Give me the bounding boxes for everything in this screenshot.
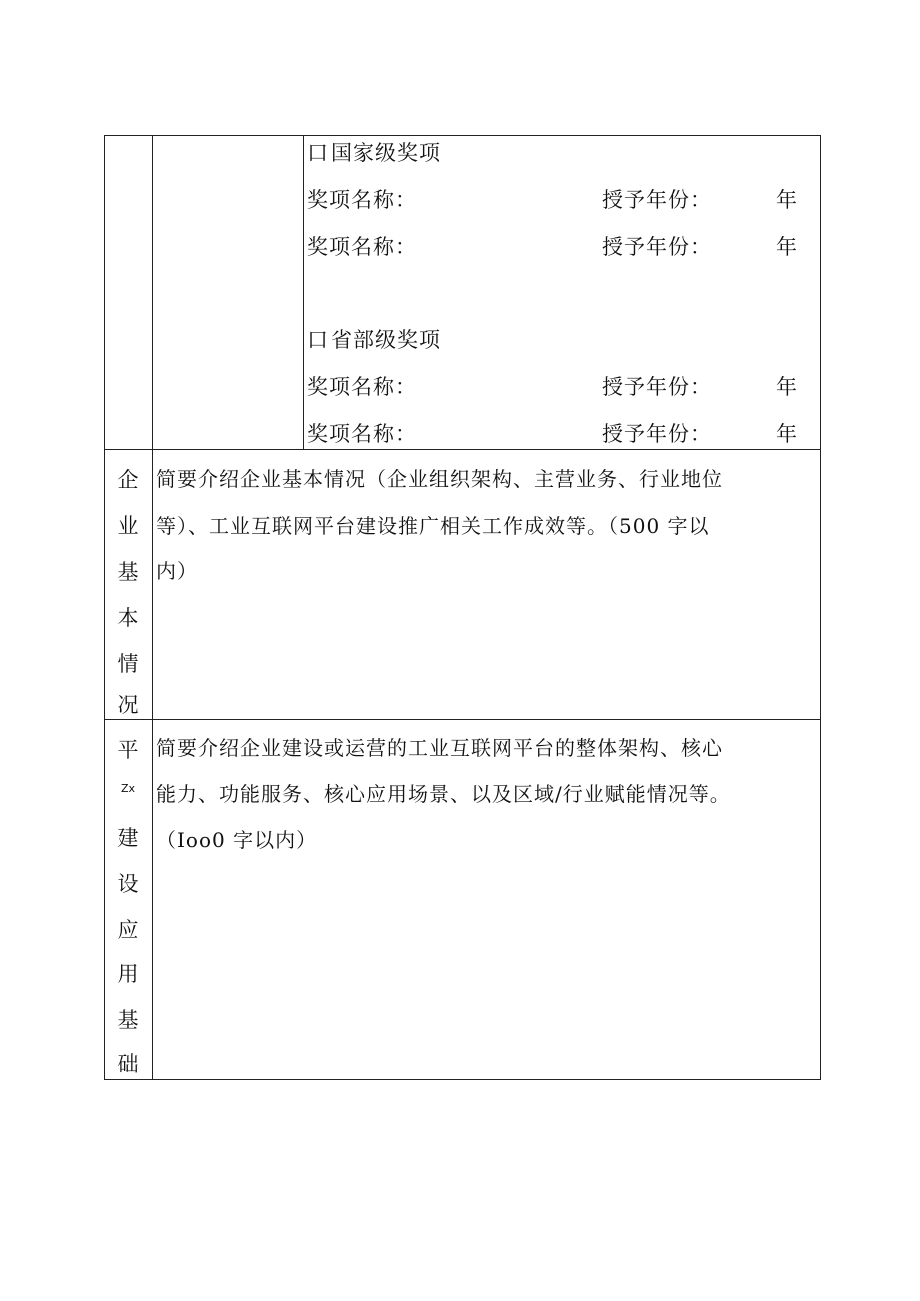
provincial-awards-checkbox[interactable]: 口 <box>307 328 329 352</box>
enterprise-label-char: 情 <box>117 652 139 676</box>
provincial-awards-title: 省部级奖项 <box>331 328 441 352</box>
enterprise-description-line: 等）、工业互联网平台建设推广相关工作成效等。（500 字以 <box>156 514 710 538</box>
platform-label-char: 设 <box>117 872 139 896</box>
enterprise-label-char: 企 <box>117 468 139 492</box>
table-top-border <box>104 135 820 136</box>
award-year-unit: 年 <box>776 188 798 212</box>
award-year-unit: 年 <box>776 375 798 399</box>
platform-description-line: 能力、功能服务、核心应用场景、以及区域/行业赋能情况等。 <box>156 782 731 806</box>
platform-description-line: （Ioo0 字以内） <box>156 828 318 852</box>
award-name-label: 奖项名称： <box>307 235 417 259</box>
label-column-divider <box>152 135 153 1080</box>
table-right-border <box>820 135 821 1080</box>
awards-column-divider <box>303 135 304 450</box>
award-year-label: 授予年份： <box>602 235 712 259</box>
award-year-unit: 年 <box>776 235 798 259</box>
enterprise-description-line: 简要介绍企业基本情况（企业组织架构、主营业务、行业地位 <box>156 467 723 491</box>
award-name-label: 奖项名称： <box>307 422 417 446</box>
national-awards-title: 国家级奖项 <box>331 141 441 165</box>
award-year-label: 授予年份： <box>602 188 712 212</box>
enterprise-description-line: 内） <box>156 559 198 583</box>
award-name-label: 奖项名称： <box>307 375 417 399</box>
award-year-label: 授予年份： <box>602 422 712 446</box>
platform-label-char: 基 <box>117 1008 139 1032</box>
enterprise-label-char: 本 <box>117 606 139 630</box>
platform-label-char: 平 <box>117 738 139 762</box>
national-awards-checkbox[interactable]: 口 <box>307 141 329 165</box>
platform-description-line: 简要介绍企业建设或运营的工业互联网平台的整体架构、核心 <box>156 736 723 760</box>
enterprise-label-char: 况 <box>117 693 139 717</box>
row-divider-enterprise <box>104 449 820 450</box>
platform-label-char: 础 <box>117 1052 139 1076</box>
award-year-label: 授予年份： <box>602 375 712 399</box>
row-divider-platform <box>104 719 820 720</box>
table-bottom-border <box>104 1079 820 1080</box>
enterprise-label-char: 业 <box>117 514 139 538</box>
enterprise-label-char: 基 <box>117 560 139 584</box>
award-name-label: 奖项名称： <box>307 188 417 212</box>
platform-label-char: 应 <box>117 918 139 942</box>
award-year-unit: 年 <box>776 422 798 446</box>
platform-label-char: 建 <box>117 826 139 850</box>
platform-label-char: 用 <box>117 962 139 986</box>
platform-label-char: Zx <box>120 782 136 795</box>
